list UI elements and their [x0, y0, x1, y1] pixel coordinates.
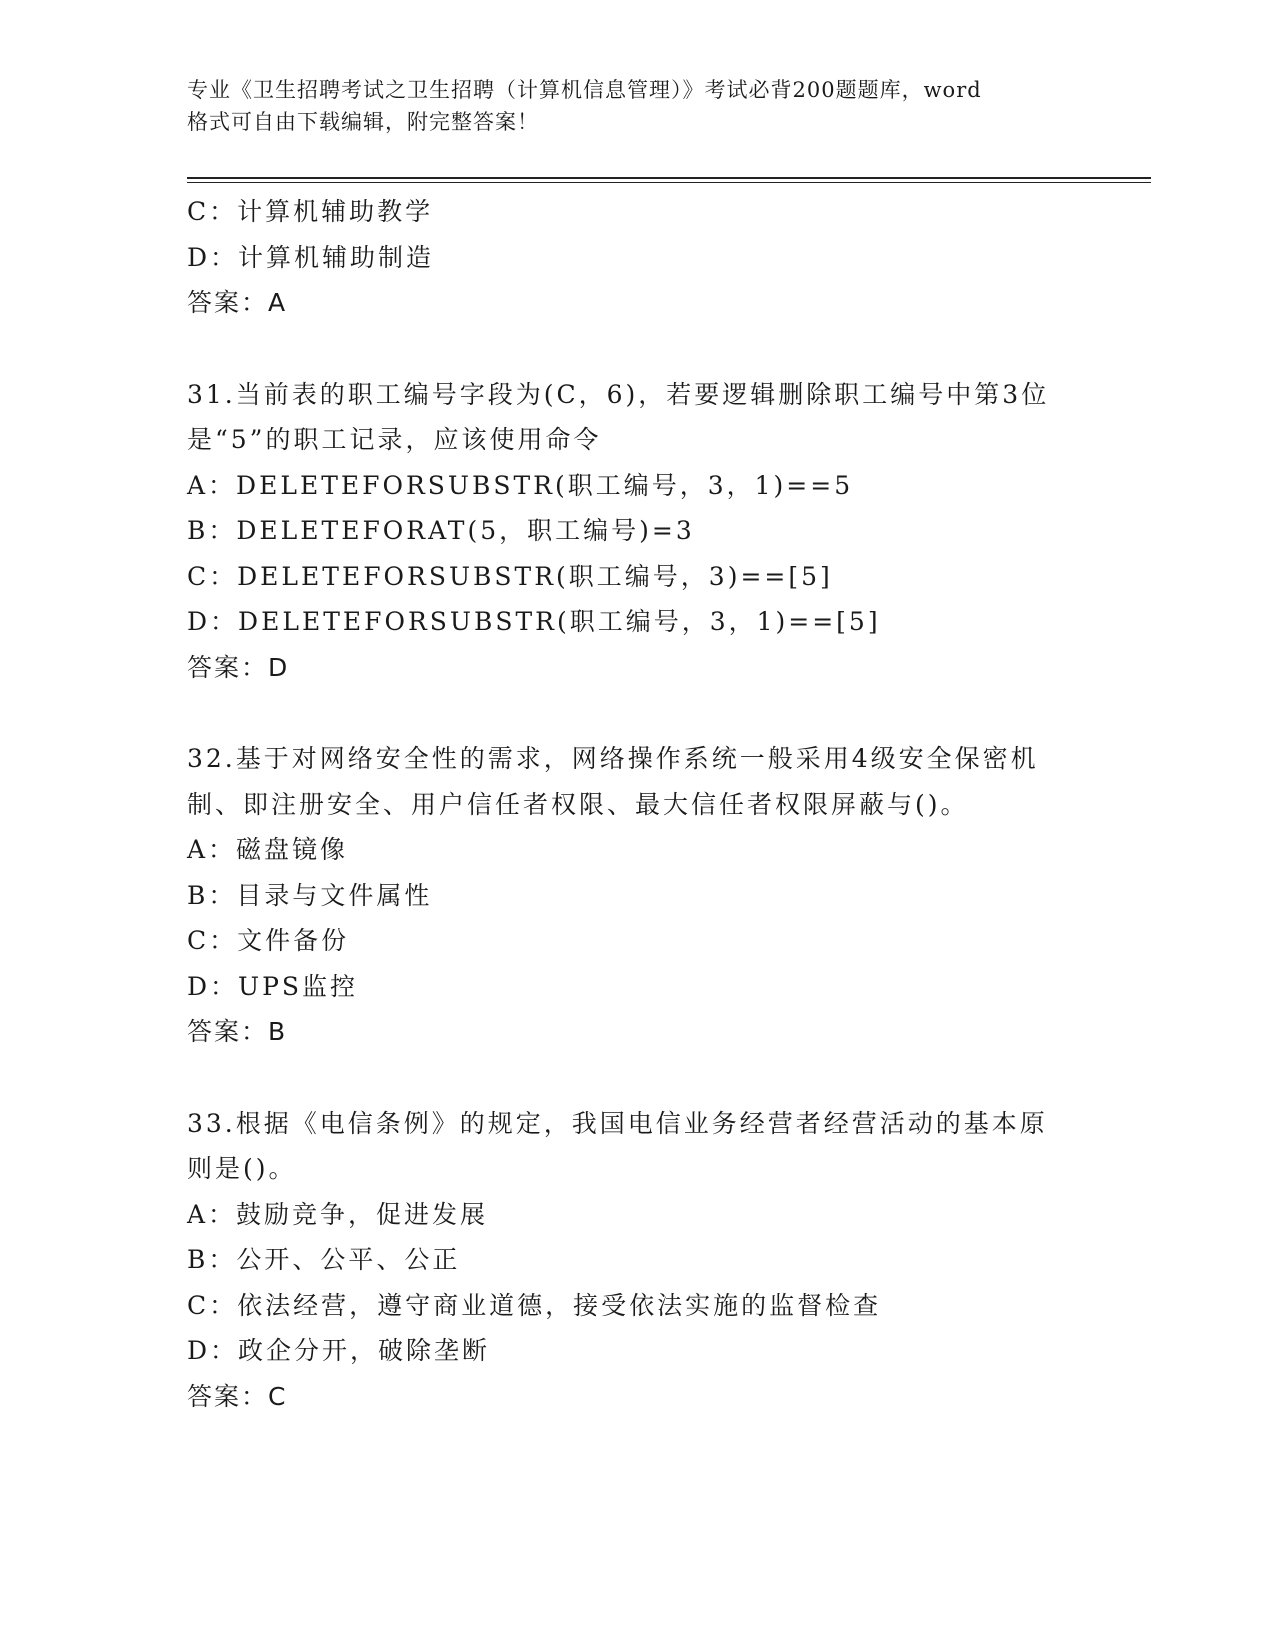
document-body	[187, 189, 1087, 1419]
option-a: A：磁盘镜像	[187, 835, 349, 864]
question-stem-line-1: 32.基于对网络安全性的需求，网络操作系统一般采用4级安全保密机	[187, 744, 1039, 773]
question-31	[187, 372, 1087, 691]
question-stem-line-1: 31.当前表的职工编号字段为(C，6)，若要逻辑删除职工编号中第3位	[187, 379, 1050, 409]
document-header	[187, 74, 1087, 138]
spacer	[187, 1055, 1087, 1101]
option-b: B：DELETEFORAT(5，职工编号)=3	[187, 516, 695, 545]
question-32	[187, 736, 1087, 1055]
question-30-continued	[187, 189, 1087, 326]
question-stem-line-2: 则是()。	[187, 1154, 297, 1183]
option-d: D：计算机辅助制造	[187, 242, 435, 272]
option-d: D：DELETEFORSUBSTR(职工编号，3，1)==[5]	[187, 607, 881, 636]
question-33	[187, 1101, 1087, 1420]
header-title-line-1: 专业《卫生招聘考试之卫生招聘（计算机信息管理）》考试必背200题题库，word	[187, 78, 982, 102]
answer-line: 答案：A	[187, 288, 288, 317]
question-stem-line-1: 33.根据《电信条例》的规定，我国电信业务经营者经营活动的基本原	[187, 1108, 1048, 1138]
question-stem-line-2: 制、即注册安全、用户信任者权限、最大信任者权限屏蔽与()。	[187, 789, 969, 819]
question-stem-line-2: 是“5”的职工记录，应该使用命令	[187, 425, 602, 454]
answer-line: 答案：D	[187, 652, 290, 682]
option-d: D：UPS监控	[187, 971, 359, 1001]
header-divider-thick	[187, 177, 1151, 179]
option-c: C：文件备份	[187, 926, 350, 955]
option-d: D：政企分开，破除垄断	[187, 1336, 491, 1365]
spacer	[187, 690, 1087, 736]
option-b: B：目录与文件属性	[187, 880, 433, 910]
header-divider-thin	[187, 182, 1151, 183]
option-a: A：鼓励竞争，促进发展	[187, 1199, 489, 1229]
spacer	[187, 326, 1087, 372]
header-title-line-2: 格式可自由下载编辑，附完整答案！	[187, 110, 539, 134]
option-c: C：依法经营，遵守商业道德，接受依法实施的监督检查	[187, 1290, 882, 1320]
option-a: A：DELETEFORSUBSTR(职工编号，3，1)==5	[187, 470, 854, 500]
option-c: C：计算机辅助教学	[187, 197, 434, 226]
answer-line: 答案：B	[187, 1017, 288, 1046]
answer-line: 答案：C	[187, 1381, 288, 1411]
option-b: B：公开、公平、公正	[187, 1245, 461, 1274]
option-c: C：DELETEFORSUBSTR(职工编号，3)==[5]	[187, 561, 833, 591]
